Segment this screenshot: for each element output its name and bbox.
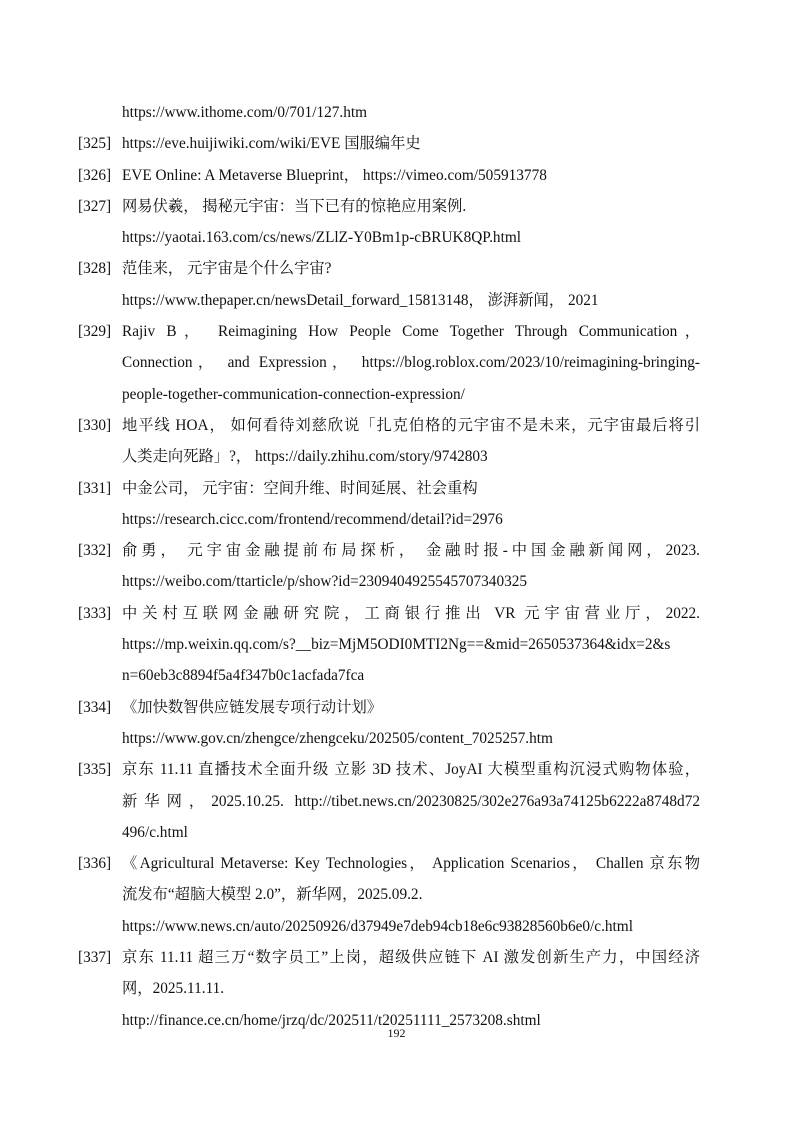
reference-text: https://eve.huijiwiki.com/wiki/EVE 国服编年史: [122, 135, 421, 153]
page-number: 192: [387, 1026, 406, 1040]
reference-text: https://www.thepaper.cn/newsDetail_forward_15813148， 澎湃新闻， 2021: [122, 291, 599, 309]
reference-item: [78, 942, 700, 1036]
reference-item: [78, 692, 700, 755]
reference-text: 俞勇， 元宇宙金融提前布局探析， 金融时报-中国金融新闻网，2023.: [122, 542, 700, 560]
reference-text: 网易伏羲， 揭秘元宇宙：当下已有的惊艳应用案例.: [122, 197, 467, 215]
reference-number: [331]: [78, 479, 112, 497]
reference-text: https://weibo.com/ttarticle/p/show?id=2309404925545707340325: [122, 573, 528, 591]
reference-text: 中关村互联网金融研究院，工商银行推出 VR 元宇宙营业厅，2022.: [122, 604, 700, 622]
reference-list: [78, 97, 700, 1036]
reference-text: 流发布“超脑大模型 2.0”，新华网，2025.09.2.: [122, 886, 423, 904]
reference-item: [78, 191, 700, 254]
reference-text: https://yaotai.163.com/cs/news/ZLlZ-Y0Bm1p-cBRUK8QP.html: [122, 229, 521, 247]
reference-text: https://www.gov.cn/zhengce/zhengceku/202505/content_7025257.htm: [122, 729, 553, 747]
reference-text: Rajiv B， Reimagining How People Come Together Through Communication，: [122, 323, 700, 341]
reference-text: 网，2025.11.11.: [122, 980, 225, 998]
reference-text: 范佳来， 元宇宙是个什么宇宙?: [122, 260, 332, 278]
reference-text: people-together-communication-connection-expression/: [122, 385, 465, 403]
reference-item: [78, 253, 700, 316]
reference-text: https://www.ithome.com/0/701/127.htm: [122, 104, 368, 121]
reference-text: https://research.cicc.com/frontend/recommend/detail?id=2976: [122, 510, 503, 528]
reference-number: [78, 97, 122, 128]
reference-text: 《加快数智供应链发展专项行动计划》: [122, 698, 383, 716]
reference-number: [337]: [78, 949, 112, 967]
reference-text: 京东 11.11 直播技术全面升级 立影 3D 技术、JoyAI 大模型重构沉浸式购物体验，: [122, 761, 700, 779]
reference-item: [78, 316, 700, 410]
reference-number: [334]: [78, 698, 112, 716]
reference-number: [325]: [78, 135, 112, 153]
reference-text: 地平线 HOA， 如何看待刘慈欣说「扎克伯格的元宇宙不是未来，元宇宙最后将引: [122, 416, 700, 434]
reference-item: [78, 848, 700, 942]
reference-item: [78, 598, 700, 692]
reference-number: [336]: [78, 855, 112, 873]
reference-item: [78, 97, 700, 128]
reference-text: n=60eb3c8894f5a4f347b0c1acfada7fca: [122, 667, 365, 685]
reference-number: [326]: [78, 166, 112, 184]
reference-text: 中金公司， 元宇宙：空间升维、时间延展、社会重构: [122, 479, 478, 497]
reference-item: [78, 128, 700, 159]
reference-text: 496/c.html: [122, 823, 188, 841]
reference-text: 《Agricultural Metaverse: Key Technologies， Application Scenarios， Challen 京东物: [122, 855, 700, 873]
reference-number: [335]: [78, 761, 112, 779]
reference-number: [330]: [78, 416, 112, 434]
reference-text: https://mp.weixin.qq.com/s?__biz=MjM5ODI0MTI2Ng==&mid=2650537364&idx=2&s: [122, 636, 671, 654]
reference-number: [333]: [78, 604, 112, 622]
reference-item: [78, 473, 700, 536]
reference-number: [329]: [78, 323, 112, 341]
reference-text: http://finance.ce.cn/home/jrzq/dc/202511/t20251111_2573208.shtml: [122, 1011, 541, 1029]
reference-number: [332]: [78, 542, 112, 560]
reference-number: [328]: [78, 260, 112, 278]
reference-item: [78, 410, 700, 473]
reference-text: https://www.news.cn/auto/20250926/d37949e7deb94cb18e6c93828560b6e0/c.html: [122, 917, 633, 935]
reference-text: EVE Online: A Metaverse Blueprint， https://vimeo.com/505913778: [122, 166, 547, 184]
reference-text: Connection， and Expression， https://blog.roblox.com/2023/10/reimagining-bringing-: [122, 354, 700, 372]
reference-text: 京东 11.11 超三万“数字员工”上岗，超级供应链下 AI 激发创新生产力，中国经济: [122, 949, 700, 967]
reference-text: 新华网，2025.10.25. http://tibet.news.cn/20230825/302e276a93a74125b6222a8748d72: [122, 792, 700, 810]
reference-item: [78, 535, 700, 598]
reference-item: [78, 160, 700, 191]
reference-item: [78, 754, 700, 848]
reference-text: 人类走向死路」?， https://daily.zhihu.com/story/9742803: [122, 448, 488, 466]
reference-number: [327]: [78, 197, 112, 215]
